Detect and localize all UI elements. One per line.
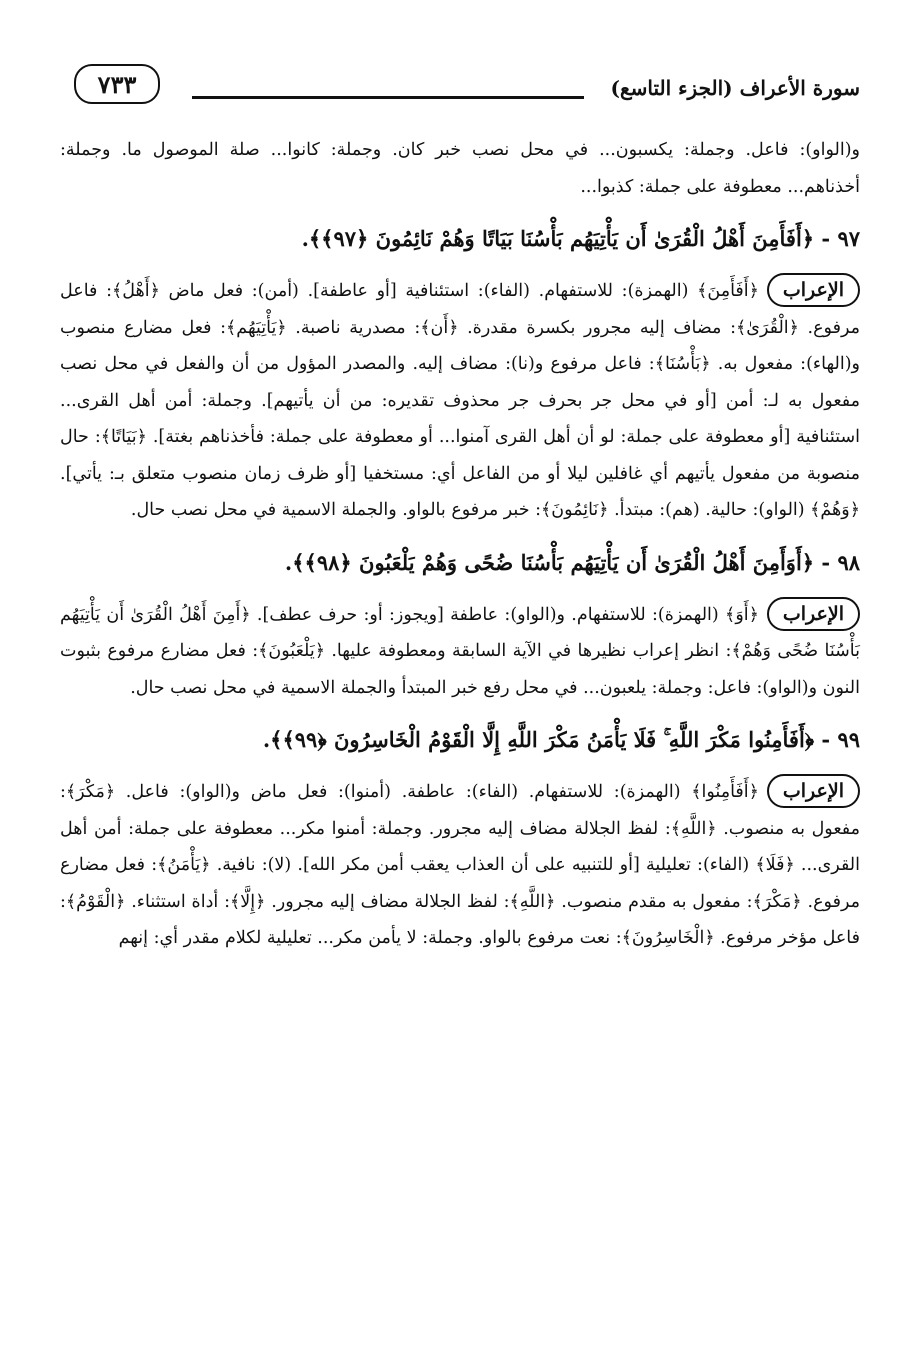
book-page xyxy=(60,50,860,948)
irab-99 xyxy=(60,774,860,957)
irab-text: ﴿أَفَأَمِنَ﴾ (الهمزة): للاستفهام. (الفاء): استئنافية [أو عاطفة]. (أمن): فعل ماض ﴿أَهْلُ﴾: فاعل مرفوع. ﴿الْقُرَىٰ﴾: مضاف إليه مجرور بكسرة مقدرة. ﴿أَن﴾: مصدرية ناصبة. ﴿يَأْتِيَهُم﴾: فعل مضارع منصوب و(الهاء): مفعول به. ﴿بَأْسُنَا﴾: فاعل مرفوع و(نا): مضاف إليه. والمصدر المؤول من أن والفعل في محل نصب مفعول به لـ: أمن [أو في محل جر بحرف جر محذوف تقديره: من أن يأتيهم]. وجملة: أمن أهل القرى... استئنافية [أو معطوفة على جملة: لو أن أهل القرى آمنوا... أو معطوفة على جملة: فأخذناهم بغتة]. ﴿بَيَاتًا﴾: حال منصوبة من مفعول يأتيهم أي غافلين ليلا أو من الفاعل أي: مستخفيا [أو ظرف زمان منصوب متعلق بـ: يأتي]. ﴿وَهُمْ﴾ (الواو): حالية. (هم): مبتدأ. ﴿نَائِمُونَ﴾: خبر مرفوع بالواو. والجملة الاسمية في محل نصب حال. xyxy=(60,281,860,520)
verse-text: ﴿أَفَأَمِنُوا مَكْرَ اللَّهِ ۚ فَلَا يَأْمَنُ مَكْرَ اللَّهِ إِلَّا الْقَوْمُ الْخَاسِرُونَ ﴿٩٩﴾﴾. xyxy=(262,727,815,752)
irab-97 xyxy=(60,273,860,529)
verse-number: ٩٧ - xyxy=(821,226,860,251)
verse-text: ﴿أَفَأَمِنَ أَهْلُ الْقُرَىٰ أَن يَأْتِيَهُم بَأْسُنَا بَيَاتًا وَهُمْ نَائِمُونَ ﴿٩٧﴾﴾. xyxy=(301,226,815,251)
irab-text: ﴿أَوَ﴾ (الهمزة): للاستفهام. و(الواو): عاطفة [ويجوز: أو: حرف عطف]. ﴿أَمِنَ أَهْلُ الْقُرَىٰ أَن يَأْتِيَهُم بَأْسُنَا ضُحًى وَهُمْ﴾: انظر إعراب نظيرها في الآية السابقة ومعطوفة عليها. ﴿يَلْعَبُونَ﴾: فعل مضارع مرفوع بثبوت النون و(الواو): فاعل: وجملة: يلعبون... في محل رفع خبر المبتدأ والجملة الاسمية في محل نصب حال. xyxy=(60,604,860,698)
running-title: سورة الأعراف (الجزء التاسع) xyxy=(610,76,860,100)
verse-number: ٩٩ - xyxy=(821,727,860,752)
irab-label: الإعراب xyxy=(767,774,860,808)
verse-99 xyxy=(60,720,860,760)
irab-label: الإعراب xyxy=(767,597,860,631)
verse-98 xyxy=(60,543,860,583)
page-body xyxy=(60,132,860,957)
intro-paragraph: و(الواو): فاعل. وجملة: يكسبون... في محل نصب خبر كان. وجملة: كانوا... صلة الموصول ما. وجملة: أخذناهم... معطوفة على جملة: كذبوا... xyxy=(60,140,860,197)
verse-text: ﴿أَوَأَمِنَ أَهْلُ الْقُرَىٰ أَن يَأْتِيَهُم بَأْسُنَا ضُحًى وَهُمْ يَلْعَبُونَ ﴿٩٨﴾﴾. xyxy=(284,549,815,575)
page-number: ٧٣٣ xyxy=(74,64,160,104)
irab-98 xyxy=(60,597,860,707)
header-rule xyxy=(192,96,584,99)
verse-number: ٩٨ - xyxy=(821,549,860,575)
page-header xyxy=(60,50,860,106)
verse-97 xyxy=(60,219,860,259)
irab-text: ﴿أَفَأَمِنُوا﴾ (الهمزة): للاستفهام. (الفاء): عاطفة. (أمنوا): فعل ماض و(الواو): فاعل. ﴿مَكْرَ﴾: مفعول به منصوب. ﴿اللَّهِ﴾: لفظ الجلالة مضاف إليه مجرور. وجملة: أمنوا مكر... معطوفة على جملة: أمن أهل القرى... ﴿فَلَا﴾ (الفاء): تعليلية [أو للتنبيه على أن العذاب يعقب أمن مكر الله]. (لا): نافية. ﴿يَأْمَنُ﴾: فعل مضارع مرفوع. ﴿مَكْرَ﴾: مفعول به مقدم منصوب. ﴿اللَّهِ﴾: لفظ الجلالة مضاف إليه مجرور. ﴿إِلَّا﴾: أداة استثناء. ﴿الْقَوْمُ﴾: فاعل مؤخر مرفوع. ﴿الْخَاسِرُونَ﴾: نعت مرفوع بالواو. وجملة: لا يأمن مكر... تعليلية لكلام مقدر أي: إنهم xyxy=(60,782,860,948)
irab-label: الإعراب xyxy=(767,273,860,307)
